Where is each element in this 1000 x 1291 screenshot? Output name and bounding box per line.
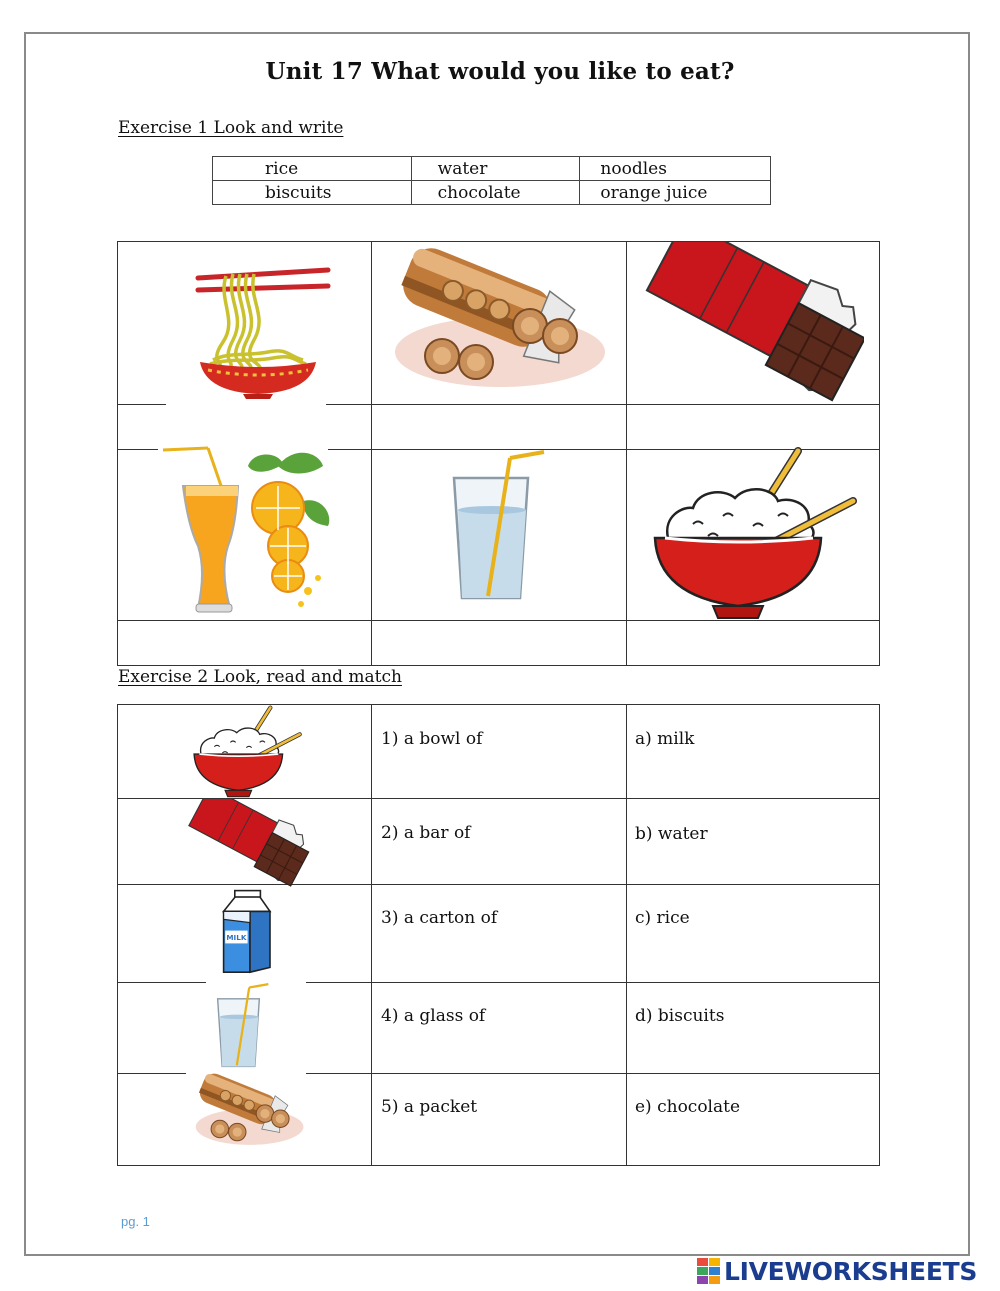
word-bank-word: water (437, 158, 488, 179)
word-bank-word: orange juice (600, 182, 708, 203)
match-left-3[interactable]: 3) a carton of (381, 908, 498, 928)
word-bank-word: biscuits (265, 182, 332, 203)
page-number: pg. 1 (121, 1214, 150, 1229)
water-glass-icon (444, 448, 554, 608)
word-bank-cell (580, 157, 771, 181)
answer-box-chocolate[interactable] (627, 405, 881, 449)
exercise-2-table (117, 704, 880, 1166)
match-right-d[interactable]: d) biscuits (635, 1006, 725, 1026)
rice-bowl-icon (186, 705, 304, 801)
word-bank (212, 156, 771, 205)
answer-box-noodles[interactable] (118, 405, 371, 449)
milk-carton-icon (214, 885, 278, 981)
liveworksheets-blocks-icon (697, 1258, 721, 1284)
brand-name: LIVEWORKSHEETS (724, 1256, 978, 1286)
rice-bowl-icon (643, 446, 858, 626)
answer-box-water[interactable] (372, 621, 626, 666)
biscuits-icon (380, 244, 610, 394)
answer-box-biscuits[interactable] (372, 405, 626, 449)
biscuits-icon (188, 1071, 306, 1149)
word-bank-cell (580, 181, 771, 205)
grid-divider (626, 705, 627, 1165)
chocolate-icon (180, 799, 310, 887)
word-bank-word: chocolate (437, 182, 521, 203)
chocolate-icon (634, 242, 864, 402)
word-bank-row (213, 181, 771, 205)
grid-divider (371, 705, 372, 1165)
match-right-c[interactable]: c) rice (635, 908, 690, 928)
match-left-4[interactable]: 4) a glass of (381, 1006, 486, 1026)
match-left-5[interactable]: 5) a packet (381, 1097, 478, 1117)
exercise-2-heading: Exercise 2 Look, read and match (118, 667, 402, 687)
match-right-e[interactable]: e) chocolate (635, 1097, 741, 1117)
word-bank-word: rice (265, 158, 299, 179)
grid-divider (371, 242, 372, 665)
exercise-1-heading: Exercise 1 Look and write (118, 118, 344, 138)
word-bank-row (213, 157, 771, 181)
answer-box-rice[interactable] (627, 621, 881, 666)
match-right-a[interactable]: a) milk (635, 729, 695, 749)
word-bank-word: noodles (600, 158, 667, 179)
match-left-2[interactable]: 2) a bar of (381, 823, 471, 843)
answer-box-orange-juice[interactable] (118, 621, 371, 666)
word-bank-cell (411, 181, 580, 205)
match-left-1[interactable]: 1) a bowl of (381, 729, 483, 749)
water-glass-icon (212, 981, 274, 1073)
match-right-b[interactable]: b) water (635, 824, 708, 844)
liveworksheets-logo[interactable] (697, 1256, 977, 1286)
noodles-icon (178, 260, 338, 400)
exercise-1-grid (117, 241, 880, 666)
worksheet-title: Unit 17 What would you like to eat? (265, 58, 735, 85)
word-bank-cell (213, 157, 412, 181)
word-bank-cell (213, 181, 412, 205)
grid-divider (626, 242, 627, 665)
word-bank-cell (411, 157, 580, 181)
orange-juice-icon (158, 446, 333, 616)
